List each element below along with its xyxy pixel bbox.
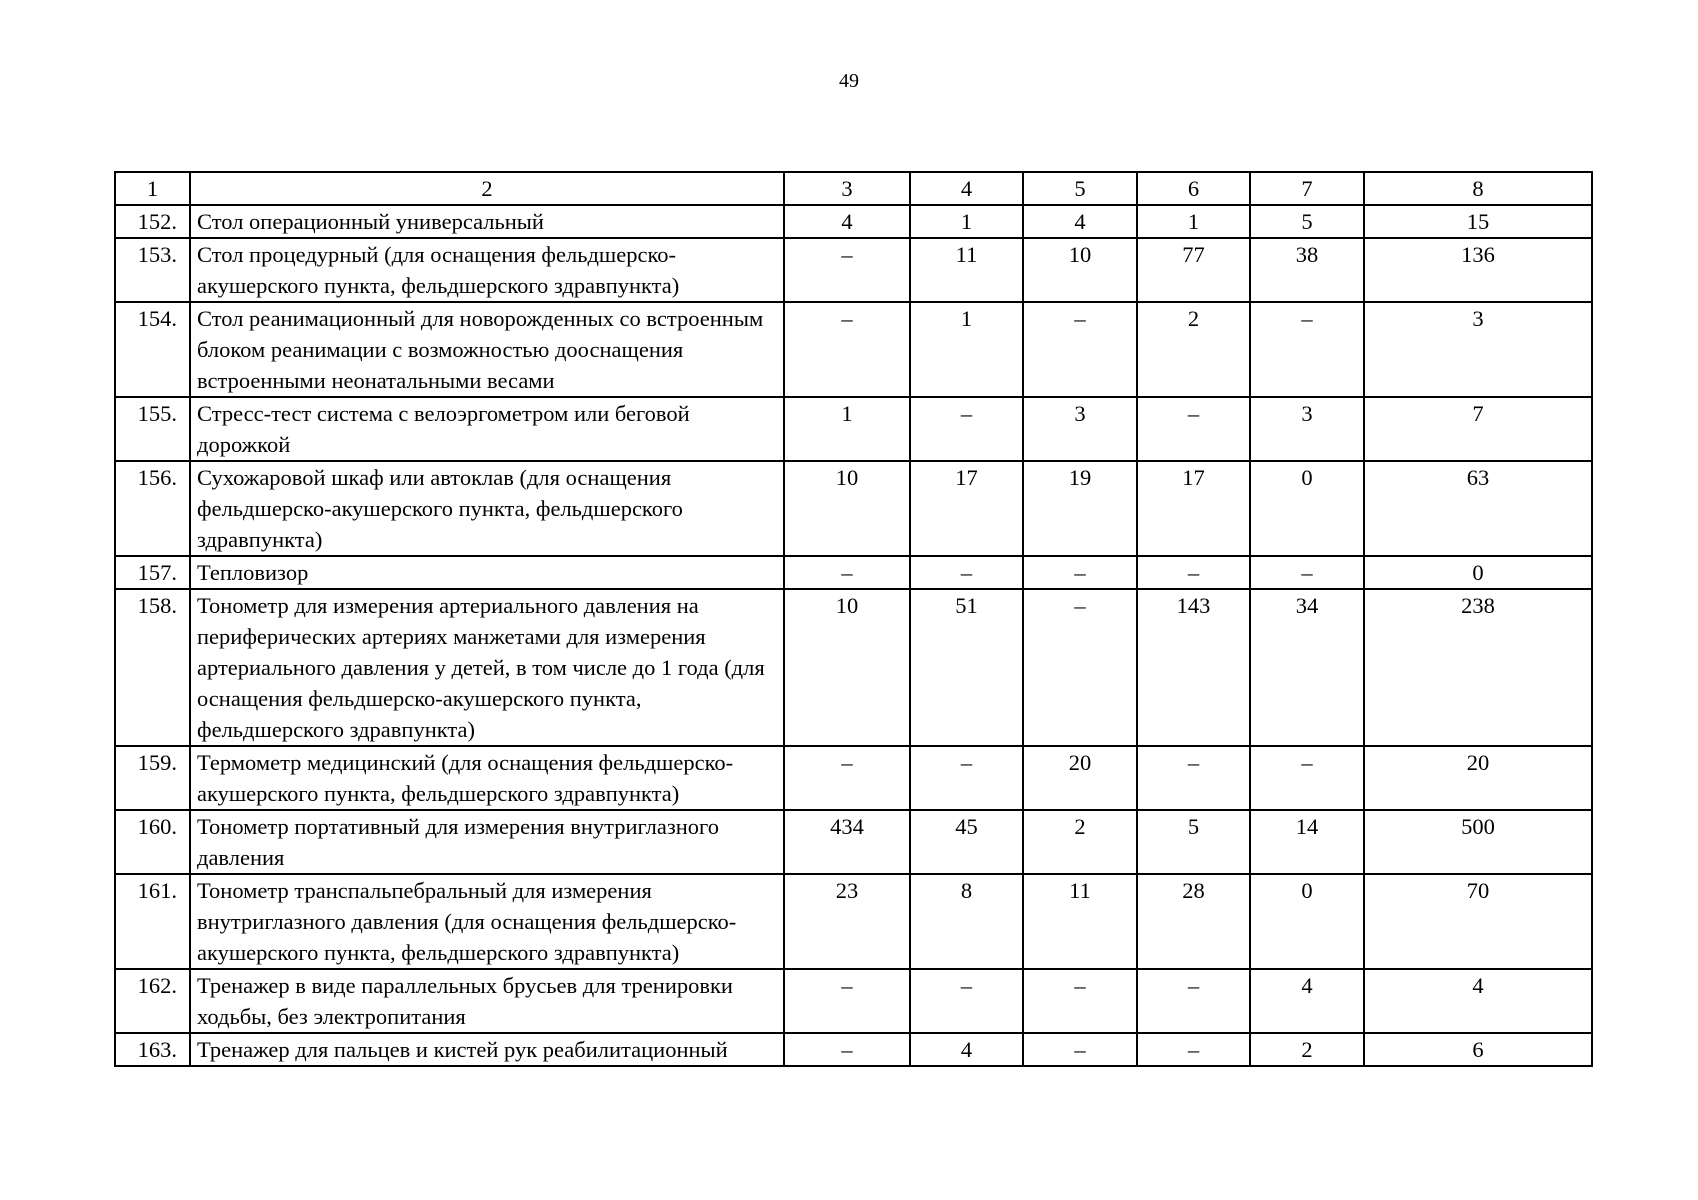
row-number-cell: 152.: [115, 205, 190, 238]
header-cell-8: 8: [1364, 172, 1592, 205]
value-cell-col-4: 17: [910, 461, 1023, 556]
value-cell-col-5: –: [1023, 556, 1137, 589]
value-cell-col-8: 136: [1364, 238, 1592, 302]
value-cell-col-7: 38: [1250, 238, 1364, 302]
value-cell-col-3: 10: [784, 589, 910, 746]
value-cell-col-7: 4: [1250, 969, 1364, 1033]
table-row: [115, 556, 1592, 589]
value-cell-col-8: 7: [1364, 397, 1592, 461]
equipment-name-cell: Тонометр портативный для измерения внутриглазного давления: [190, 810, 784, 874]
value-cell-col-5: –: [1023, 589, 1137, 746]
value-cell-col-7: –: [1250, 556, 1364, 589]
value-cell-col-3: –: [784, 302, 910, 397]
value-cell-col-3: 4: [784, 205, 910, 238]
value-cell-col-3: 434: [784, 810, 910, 874]
table-row: [115, 238, 1592, 302]
table-row: [115, 589, 1592, 746]
equipment-name-cell: Стол операционный универсальный: [190, 205, 784, 238]
value-cell-col-3: 1: [784, 397, 910, 461]
value-cell-col-5: –: [1023, 1033, 1137, 1066]
row-number-cell: 160.: [115, 810, 190, 874]
value-cell-col-4: –: [910, 746, 1023, 810]
header-cell-5: 5: [1023, 172, 1137, 205]
table-row: [115, 810, 1592, 874]
value-cell-col-5: –: [1023, 969, 1137, 1033]
value-cell-col-6: –: [1137, 746, 1250, 810]
value-cell-col-3: –: [784, 969, 910, 1033]
value-cell-col-8: 15: [1364, 205, 1592, 238]
value-cell-col-5: 20: [1023, 746, 1137, 810]
table-row: [115, 205, 1592, 238]
value-cell-col-5: 11: [1023, 874, 1137, 969]
header-cell-3: 3: [784, 172, 910, 205]
value-cell-col-7: 34: [1250, 589, 1364, 746]
equipment-name-cell: Тренажер в виде параллельных брусьев для тренировки ходьбы, без электропитания: [190, 969, 784, 1033]
value-cell-col-3: 10: [784, 461, 910, 556]
value-cell-col-8: 4: [1364, 969, 1592, 1033]
equipment-name-cell: Стресс-тест система с велоэргометром или беговой дорожкой: [190, 397, 784, 461]
value-cell-col-4: –: [910, 969, 1023, 1033]
value-cell-col-4: 4: [910, 1033, 1023, 1066]
table-row: [115, 1033, 1592, 1066]
value-cell-col-4: 11: [910, 238, 1023, 302]
equipment-table: [114, 171, 1593, 1067]
equipment-name-cell: Стол реанимационный для новорожденных со встроенным блоком реанимации с возможностью дооснащения встроенными неонатальными весами: [190, 302, 784, 397]
value-cell-col-7: –: [1250, 302, 1364, 397]
value-cell-col-3: –: [784, 1033, 910, 1066]
value-cell-col-7: 3: [1250, 397, 1364, 461]
equipment-name-cell: Стол процедурный (для оснащения фельдшерско-акушерского пункта, фельдшерского здравпункта): [190, 238, 784, 302]
table-row: [115, 874, 1592, 969]
equipment-name-cell: Сухожаровой шкаф или автоклав (для оснащения фельдшерско-акушерского пункта, фельдшерского здравпункта): [190, 461, 784, 556]
value-cell-col-6: 143: [1137, 589, 1250, 746]
value-cell-col-8: 63: [1364, 461, 1592, 556]
value-cell-col-5: 4: [1023, 205, 1137, 238]
value-cell-col-6: 77: [1137, 238, 1250, 302]
header-cell-1: 1: [115, 172, 190, 205]
value-cell-col-8: 3: [1364, 302, 1592, 397]
row-number-cell: 153.: [115, 238, 190, 302]
header-cell-2: 2: [190, 172, 784, 205]
value-cell-col-4: –: [910, 556, 1023, 589]
value-cell-col-7: 5: [1250, 205, 1364, 238]
value-cell-col-6: 17: [1137, 461, 1250, 556]
value-cell-col-6: –: [1137, 556, 1250, 589]
value-cell-col-7: 2: [1250, 1033, 1364, 1066]
table-header-row: [115, 172, 1592, 205]
page-number: 49: [839, 70, 859, 92]
value-cell-col-8: 500: [1364, 810, 1592, 874]
value-cell-col-4: 8: [910, 874, 1023, 969]
value-cell-col-6: 28: [1137, 874, 1250, 969]
table-row: [115, 302, 1592, 397]
value-cell-col-4: 1: [910, 302, 1023, 397]
value-cell-col-8: 6: [1364, 1033, 1592, 1066]
value-cell-col-8: 20: [1364, 746, 1592, 810]
equipment-name-cell: Тонометр для измерения артериального давления на периферических артериях манжетами для измерения артериального давления у детей, в том числе до 1 года (для оснащения фельдшерско-акушерского пункта, фельдшерского здравпункта): [190, 589, 784, 746]
value-cell-col-7: 14: [1250, 810, 1364, 874]
value-cell-col-5: 19: [1023, 461, 1137, 556]
value-cell-col-3: –: [784, 238, 910, 302]
equipment-name-cell: Тепловизор: [190, 556, 784, 589]
equipment-name-cell: Термометр медицинский (для оснащения фельдшерско-акушерского пункта, фельдшерского здравпункта): [190, 746, 784, 810]
equipment-name-cell: Тренажер для пальцев и кистей рук реабилитационный: [190, 1033, 784, 1066]
row-number-cell: 157.: [115, 556, 190, 589]
table-row: [115, 397, 1592, 461]
row-number-cell: 161.: [115, 874, 190, 969]
value-cell-col-5: –: [1023, 302, 1137, 397]
value-cell-col-6: –: [1137, 397, 1250, 461]
row-number-cell: 154.: [115, 302, 190, 397]
value-cell-col-4: 51: [910, 589, 1023, 746]
header-cell-4: 4: [910, 172, 1023, 205]
row-number-cell: 163.: [115, 1033, 190, 1066]
value-cell-col-5: 3: [1023, 397, 1137, 461]
value-cell-col-4: –: [910, 397, 1023, 461]
row-number-cell: 158.: [115, 589, 190, 746]
row-number-cell: 156.: [115, 461, 190, 556]
value-cell-col-5: 2: [1023, 810, 1137, 874]
value-cell-col-4: 45: [910, 810, 1023, 874]
equipment-name-cell: Тонометр транспальпебральный для измерения внутриглазного давления (для оснащения фельдшерско-акушерского пункта, фельдшерского здравпункта): [190, 874, 784, 969]
value-cell-col-4: 1: [910, 205, 1023, 238]
value-cell-col-3: –: [784, 746, 910, 810]
value-cell-col-7: 0: [1250, 461, 1364, 556]
value-cell-col-8: 238: [1364, 589, 1592, 746]
row-number-cell: 159.: [115, 746, 190, 810]
header-cell-7: 7: [1250, 172, 1364, 205]
header-cell-6: 6: [1137, 172, 1250, 205]
table-row: [115, 461, 1592, 556]
table-row: [115, 746, 1592, 810]
value-cell-col-7: –: [1250, 746, 1364, 810]
value-cell-col-6: 2: [1137, 302, 1250, 397]
value-cell-col-7: 0: [1250, 874, 1364, 969]
value-cell-col-3: –: [784, 556, 910, 589]
value-cell-col-8: 70: [1364, 874, 1592, 969]
value-cell-col-6: –: [1137, 969, 1250, 1033]
value-cell-col-6: 1: [1137, 205, 1250, 238]
value-cell-col-5: 10: [1023, 238, 1137, 302]
value-cell-col-6: –: [1137, 1033, 1250, 1066]
value-cell-col-8: 0: [1364, 556, 1592, 589]
table-row: [115, 969, 1592, 1033]
value-cell-col-3: 23: [784, 874, 910, 969]
row-number-cell: 162.: [115, 969, 190, 1033]
row-number-cell: 155.: [115, 397, 190, 461]
value-cell-col-6: 5: [1137, 810, 1250, 874]
